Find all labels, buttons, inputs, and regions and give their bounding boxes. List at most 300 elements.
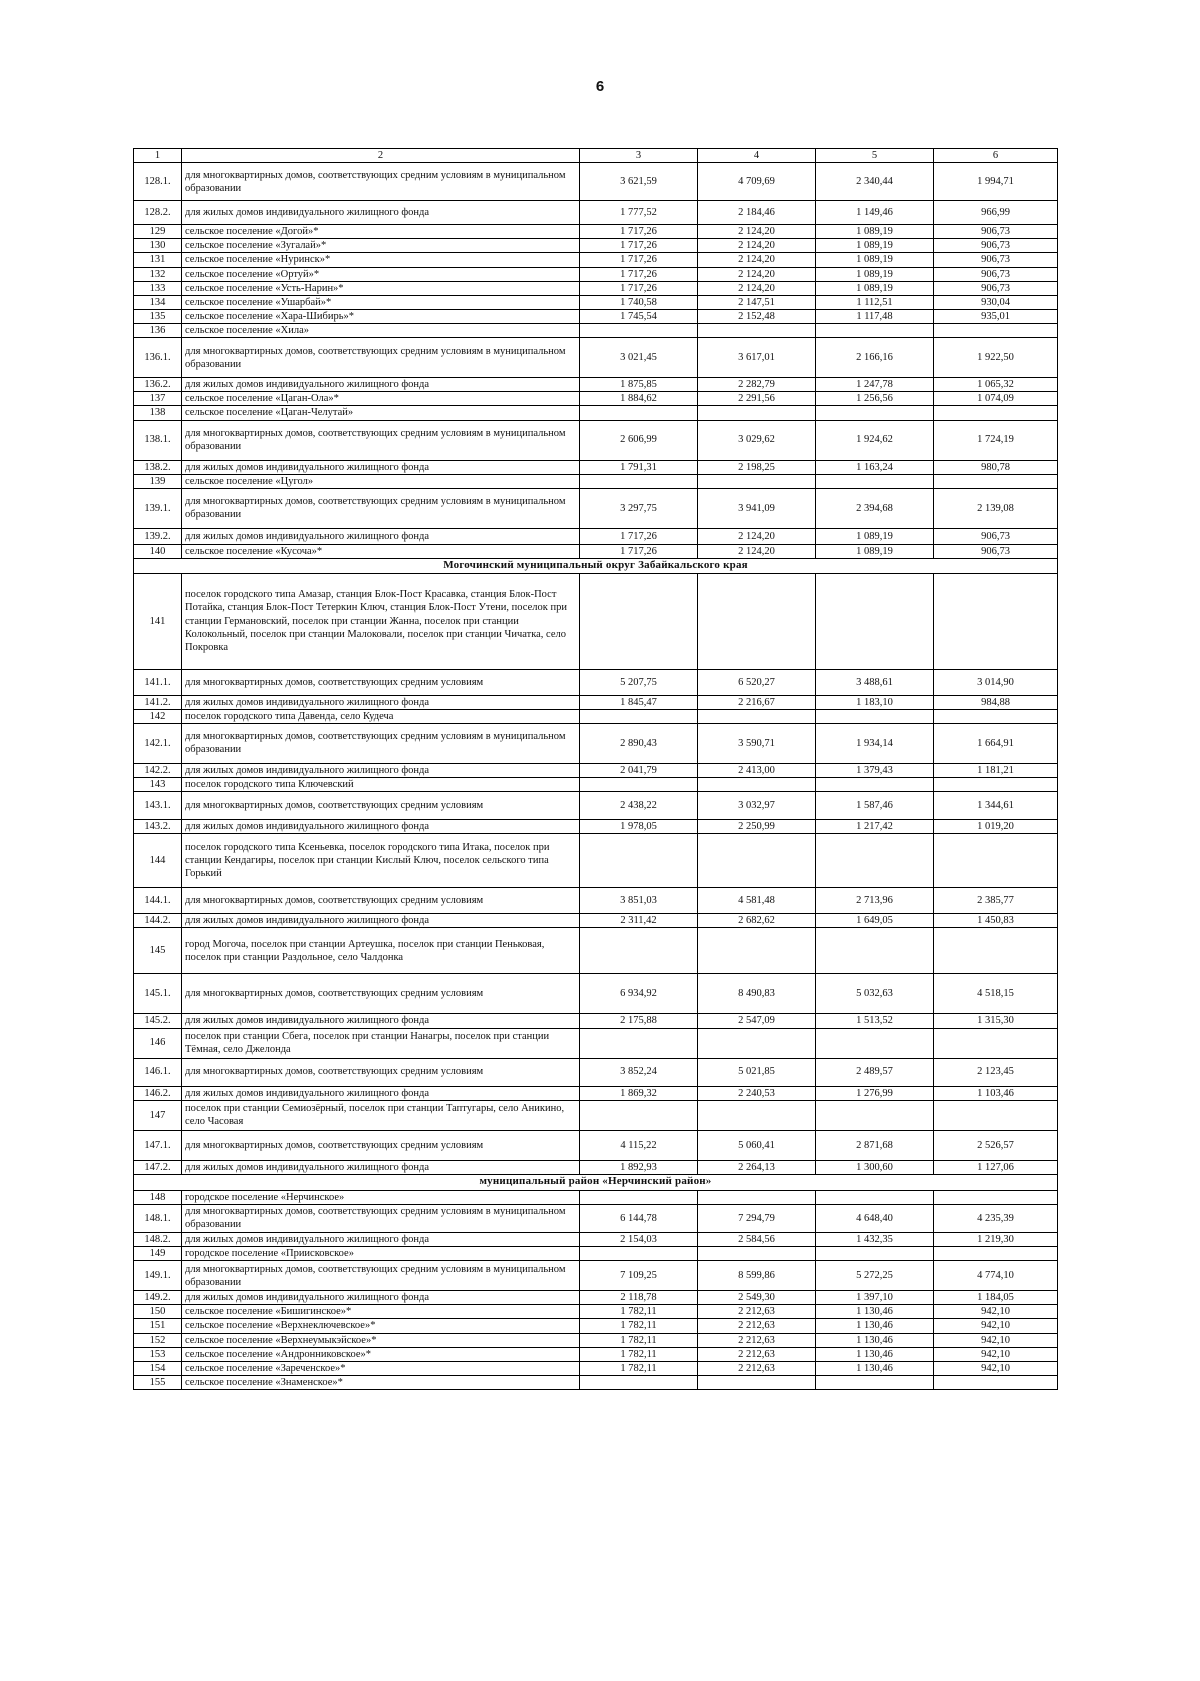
value-cell-col3: 1 845,47 — [580, 695, 698, 709]
description-cell: для жилых домов индивидуального жилищного фонда — [182, 1291, 580, 1305]
description-cell: сельское поселение «Ортуй»* — [182, 267, 580, 281]
description-cell: для многоквартирных домов, соответствующих средним условиям в муниципальном образовании — [182, 1261, 580, 1291]
value-cell-col5: 1 649,05 — [816, 914, 934, 928]
section-heading: Могочинский муниципальный округ Забайкальского края — [134, 558, 1058, 573]
value-cell-col3: 1 717,26 — [580, 281, 698, 295]
value-cell-col6: 1 315,30 — [934, 1014, 1058, 1028]
description-cell: для многоквартирных домов, соответствующих средним условиям в муниципальном образовании — [182, 488, 580, 528]
value-cell-col6 — [934, 474, 1058, 488]
description-cell: для многоквартирных домов, соответствующих средним условиям — [182, 669, 580, 695]
value-cell-col3 — [580, 778, 698, 792]
value-cell-col5: 1 149,46 — [816, 201, 934, 225]
table-row — [134, 309, 1058, 323]
table-row — [134, 281, 1058, 295]
value-cell-col4: 2 212,63 — [698, 1347, 816, 1361]
page-number: 6 — [595, 78, 605, 95]
description-cell: сельское поселение «Зугалай»* — [182, 239, 580, 253]
value-cell-col5: 1 089,19 — [816, 544, 934, 558]
value-cell-col5 — [816, 324, 934, 338]
value-cell-col5: 1 432,35 — [816, 1232, 934, 1246]
value-cell-col4: 2 240,53 — [698, 1086, 816, 1100]
value-cell-col6: 2 385,77 — [934, 888, 1058, 914]
table-row — [134, 1204, 1058, 1232]
value-cell-col5: 1 089,19 — [816, 239, 934, 253]
value-cell-col6: 942,10 — [934, 1347, 1058, 1361]
value-cell-col5: 1 130,46 — [816, 1319, 934, 1333]
value-cell-col4: 2 216,67 — [698, 695, 816, 709]
table-row — [134, 460, 1058, 474]
value-cell-col6: 906,73 — [934, 239, 1058, 253]
value-cell-col5: 1 183,10 — [816, 695, 934, 709]
value-cell-col3: 2 175,88 — [580, 1014, 698, 1028]
row-number-cell: 143.1. — [134, 792, 182, 820]
value-cell-col3: 2 118,78 — [580, 1291, 698, 1305]
value-cell-col6: 935,01 — [934, 309, 1058, 323]
value-cell-col3: 1 869,32 — [580, 1086, 698, 1100]
table-row — [134, 1291, 1058, 1305]
value-cell-col4: 2 124,20 — [698, 544, 816, 558]
value-cell-col3: 1 782,11 — [580, 1333, 698, 1347]
value-cell-col3 — [580, 573, 698, 669]
value-cell-col4: 2 124,20 — [698, 225, 816, 239]
table-row — [134, 1375, 1058, 1389]
value-cell-col5: 4 648,40 — [816, 1204, 934, 1232]
value-cell-col6: 1 103,46 — [934, 1086, 1058, 1100]
description-cell: сельское поселение «Усть-Нарин»* — [182, 281, 580, 295]
description-cell: для жилых домов индивидуального жилищного фонда — [182, 460, 580, 474]
value-cell-col3: 1 782,11 — [580, 1361, 698, 1375]
value-cell-col4: 2 212,63 — [698, 1333, 816, 1347]
value-cell-col3: 1 978,05 — [580, 820, 698, 834]
description-cell: сельское поселение «Верхнеключевское»* — [182, 1319, 580, 1333]
value-cell-col6: 980,78 — [934, 460, 1058, 474]
description-cell: для многоквартирных домов, соответствующих средним условиям — [182, 1058, 580, 1086]
table-row — [134, 1305, 1058, 1319]
description-cell: для многоквартирных домов, соответствующих средним условиям в муниципальном образовании — [182, 163, 580, 201]
value-cell-col5: 2 489,57 — [816, 1058, 934, 1086]
row-number-cell: 132 — [134, 267, 182, 281]
value-cell-col6 — [934, 573, 1058, 669]
row-number-cell: 128.2. — [134, 201, 182, 225]
value-cell-col6: 906,73 — [934, 267, 1058, 281]
value-cell-col5: 1 117,48 — [816, 309, 934, 323]
row-number-cell: 135 — [134, 309, 182, 323]
description-cell: для жилых домов индивидуального жилищного фонда — [182, 914, 580, 928]
value-cell-col4: 4 709,69 — [698, 163, 816, 201]
value-cell-col6: 906,73 — [934, 544, 1058, 558]
value-cell-col4: 2 124,20 — [698, 267, 816, 281]
value-cell-col4: 8 599,86 — [698, 1261, 816, 1291]
value-cell-col3: 4 115,22 — [580, 1130, 698, 1160]
value-cell-col3: 3 851,03 — [580, 888, 698, 914]
tariff-table — [133, 148, 1058, 1390]
value-cell-col3 — [580, 1247, 698, 1261]
table-row — [134, 573, 1058, 669]
table-row — [134, 763, 1058, 777]
value-cell-col5 — [816, 709, 934, 723]
table-row — [134, 1100, 1058, 1130]
value-cell-col5: 1 513,52 — [816, 1014, 934, 1028]
row-number-cell: 141 — [134, 573, 182, 669]
value-cell-col3 — [580, 474, 698, 488]
table-row — [134, 695, 1058, 709]
value-cell-col6 — [934, 324, 1058, 338]
value-cell-col4: 2 549,30 — [698, 1291, 816, 1305]
row-number-cell: 133 — [134, 281, 182, 295]
value-cell-col4 — [698, 406, 816, 420]
table-row — [134, 528, 1058, 544]
value-cell-col6: 906,73 — [934, 281, 1058, 295]
value-cell-col4 — [698, 1100, 816, 1130]
value-cell-col4: 3 590,71 — [698, 723, 816, 763]
value-cell-col5: 1 934,14 — [816, 723, 934, 763]
description-cell: поселок городского типа Ключевский — [182, 778, 580, 792]
value-cell-col4: 5 060,41 — [698, 1130, 816, 1160]
description-cell: сельское поселение «Андронниковское»* — [182, 1347, 580, 1361]
value-cell-col3: 1 782,11 — [580, 1319, 698, 1333]
value-cell-col5 — [816, 1375, 934, 1389]
table-row — [134, 1160, 1058, 1174]
table-row — [134, 474, 1058, 488]
row-number-cell: 153 — [134, 1347, 182, 1361]
value-cell-col6: 1 184,05 — [934, 1291, 1058, 1305]
description-cell: для жилых домов индивидуального жилищного фонда — [182, 1014, 580, 1028]
value-cell-col6: 906,73 — [934, 253, 1058, 267]
table-row — [134, 1361, 1058, 1375]
value-cell-col3 — [580, 1028, 698, 1058]
value-cell-col3: 1 875,85 — [580, 378, 698, 392]
value-cell-col6: 942,10 — [934, 1333, 1058, 1347]
table-row — [134, 338, 1058, 378]
value-cell-col5: 1 397,10 — [816, 1291, 934, 1305]
row-number-cell: 144.2. — [134, 914, 182, 928]
section-heading-row — [134, 558, 1058, 573]
value-cell-col3: 6 144,78 — [580, 1204, 698, 1232]
value-cell-col5: 1 130,46 — [816, 1305, 934, 1319]
value-cell-col6 — [934, 1190, 1058, 1204]
value-cell-col3: 1 777,52 — [580, 201, 698, 225]
value-cell-col6: 1 065,32 — [934, 378, 1058, 392]
description-cell: для жилых домов индивидуального жилищного фонда — [182, 763, 580, 777]
value-cell-col6: 1 724,19 — [934, 420, 1058, 460]
row-number-cell: 142.2. — [134, 763, 182, 777]
table-row — [134, 834, 1058, 888]
description-cell: для жилых домов индивидуального жилищного фонда — [182, 820, 580, 834]
table-row — [134, 669, 1058, 695]
description-cell: сельское поселение «Знаменское»* — [182, 1375, 580, 1389]
value-cell-col4 — [698, 778, 816, 792]
section-heading: муниципальный район «Нерчинский район» — [134, 1174, 1058, 1190]
description-cell: для многоквартирных домов, соответствующих средним условиям в муниципальном образовании — [182, 1204, 580, 1232]
value-cell-col5: 1 112,51 — [816, 295, 934, 309]
value-cell-col4: 2 124,20 — [698, 528, 816, 544]
row-number-cell: 142.1. — [134, 723, 182, 763]
description-cell: город Могоча, поселок при станции Артеушка, поселок при станции Пеньковая, поселок при станции Раздольное, село Чалдонка — [182, 928, 580, 974]
table-row — [134, 267, 1058, 281]
description-cell: сельское поселение «Бишигинское»* — [182, 1305, 580, 1319]
value-cell-col3 — [580, 1100, 698, 1130]
value-cell-col6: 2 123,45 — [934, 1058, 1058, 1086]
table-row — [134, 1247, 1058, 1261]
value-cell-col3 — [580, 324, 698, 338]
value-cell-col4: 2 250,99 — [698, 820, 816, 834]
description-cell: сельское поселение «Ушарбай»* — [182, 295, 580, 309]
description-cell: для многоквартирных домов, соответствующих средним условиям в муниципальном образовании — [182, 420, 580, 460]
row-number-cell: 152 — [134, 1333, 182, 1347]
value-cell-col6: 1 219,30 — [934, 1232, 1058, 1246]
row-number-cell: 146.1. — [134, 1058, 182, 1086]
row-number-cell: 137 — [134, 392, 182, 406]
value-cell-col6: 966,99 — [934, 201, 1058, 225]
value-cell-col4: 2 124,20 — [698, 239, 816, 253]
value-cell-col5 — [816, 834, 934, 888]
table-row — [134, 709, 1058, 723]
value-cell-col6: 4 774,10 — [934, 1261, 1058, 1291]
row-number-cell: 143 — [134, 778, 182, 792]
value-cell-col4: 2 291,56 — [698, 392, 816, 406]
table-row — [134, 1333, 1058, 1347]
row-number-cell: 136 — [134, 324, 182, 338]
row-number-cell: 149.2. — [134, 1291, 182, 1305]
description-cell: поселок городского типа Давенда, село Кудеча — [182, 709, 580, 723]
value-cell-col4 — [698, 1028, 816, 1058]
description-cell: сельское поселение «Нуринск»* — [182, 253, 580, 267]
value-cell-col4: 2 198,25 — [698, 460, 816, 474]
row-number-cell: 148.2. — [134, 1232, 182, 1246]
value-cell-col4 — [698, 928, 816, 974]
description-cell: для жилых домов индивидуального жилищного фонда — [182, 1232, 580, 1246]
table-row — [134, 324, 1058, 338]
table-row — [134, 914, 1058, 928]
value-cell-col6: 1 019,20 — [934, 820, 1058, 834]
value-cell-col3: 3 297,75 — [580, 488, 698, 528]
value-cell-col6: 1 994,71 — [934, 163, 1058, 201]
value-cell-col5 — [816, 928, 934, 974]
description-cell: городское поселение «Приисковское» — [182, 1247, 580, 1261]
description-cell: сельское поселение «Догой»* — [182, 225, 580, 239]
header-cell: 5 — [816, 149, 934, 163]
row-number-cell: 128.1. — [134, 163, 182, 201]
row-number-cell: 149 — [134, 1247, 182, 1261]
value-cell-col5: 1 089,19 — [816, 225, 934, 239]
description-cell: для жилых домов индивидуального жилищного фонда — [182, 1160, 580, 1174]
description-cell: для жилых домов индивидуального жилищного фонда — [182, 201, 580, 225]
value-cell-col3: 3 021,45 — [580, 338, 698, 378]
table-row — [134, 1190, 1058, 1204]
table-row — [134, 544, 1058, 558]
value-cell-col6: 906,73 — [934, 528, 1058, 544]
value-cell-col4: 3 941,09 — [698, 488, 816, 528]
value-cell-col3: 6 934,92 — [580, 974, 698, 1014]
row-number-cell: 154 — [134, 1361, 182, 1375]
value-cell-col3: 2 438,22 — [580, 792, 698, 820]
row-number-cell: 129 — [134, 225, 182, 239]
table-row — [134, 1028, 1058, 1058]
table-row — [134, 1086, 1058, 1100]
table-row — [134, 792, 1058, 820]
value-cell-col5: 1 163,24 — [816, 460, 934, 474]
description-cell: сельское поселение «Цугол» — [182, 474, 580, 488]
description-cell: для жилых домов индивидуального жилищного фонда — [182, 1086, 580, 1100]
table-row — [134, 392, 1058, 406]
value-cell-col5: 1 130,46 — [816, 1361, 934, 1375]
value-cell-col5: 1 256,56 — [816, 392, 934, 406]
value-cell-col3 — [580, 406, 698, 420]
table-header-row — [134, 149, 1058, 163]
value-cell-col3: 2 311,42 — [580, 914, 698, 928]
value-cell-col3: 1 740,58 — [580, 295, 698, 309]
value-cell-col5: 1 130,46 — [816, 1347, 934, 1361]
value-cell-col3: 2 041,79 — [580, 763, 698, 777]
description-cell: сельское поселение «Кусоча»* — [182, 544, 580, 558]
value-cell-col6: 1 074,09 — [934, 392, 1058, 406]
value-cell-col3: 1 782,11 — [580, 1347, 698, 1361]
row-number-cell: 148 — [134, 1190, 182, 1204]
description-cell: сельское поселение «Хара-Шибирь»* — [182, 309, 580, 323]
value-cell-col5: 1 587,46 — [816, 792, 934, 820]
value-cell-col5: 1 217,42 — [816, 820, 934, 834]
row-number-cell: 140 — [134, 544, 182, 558]
value-cell-col6 — [934, 928, 1058, 974]
value-cell-col5 — [816, 1190, 934, 1204]
value-cell-col4: 3 617,01 — [698, 338, 816, 378]
row-number-cell: 139.2. — [134, 528, 182, 544]
value-cell-col4: 2 264,13 — [698, 1160, 816, 1174]
value-cell-col4: 7 294,79 — [698, 1204, 816, 1232]
value-cell-col6: 4 518,15 — [934, 974, 1058, 1014]
value-cell-col4 — [698, 573, 816, 669]
value-cell-col6: 942,10 — [934, 1319, 1058, 1333]
value-cell-col5 — [816, 406, 934, 420]
value-cell-col5: 1 379,43 — [816, 763, 934, 777]
value-cell-col3: 1 745,54 — [580, 309, 698, 323]
value-cell-col4 — [698, 1247, 816, 1261]
table-row — [134, 488, 1058, 528]
value-cell-col3 — [580, 928, 698, 974]
description-cell: для жилых домов индивидуального жилищного фонда — [182, 695, 580, 709]
value-cell-col4: 5 021,85 — [698, 1058, 816, 1086]
value-cell-col5 — [816, 573, 934, 669]
value-cell-col4: 2 547,09 — [698, 1014, 816, 1028]
value-cell-col4: 2 184,46 — [698, 201, 816, 225]
description-cell: городское поселение «Нерчинское» — [182, 1190, 580, 1204]
value-cell-col5: 2 871,68 — [816, 1130, 934, 1160]
row-number-cell: 138.1. — [134, 420, 182, 460]
table-row — [134, 1232, 1058, 1246]
value-cell-col5: 3 488,61 — [816, 669, 934, 695]
value-cell-col5 — [816, 778, 934, 792]
section-heading-row — [134, 1174, 1058, 1190]
description-cell: для многоквартирных домов, соответствующих средним условиям в муниципальном образовании — [182, 338, 580, 378]
value-cell-col5: 5 032,63 — [816, 974, 934, 1014]
row-number-cell: 148.1. — [134, 1204, 182, 1232]
row-number-cell: 139.1. — [134, 488, 182, 528]
value-cell-col5: 5 272,25 — [816, 1261, 934, 1291]
table-row — [134, 1014, 1058, 1028]
header-cell: 1 — [134, 149, 182, 163]
value-cell-col5: 2 166,16 — [816, 338, 934, 378]
row-number-cell: 139 — [134, 474, 182, 488]
value-cell-col3: 1 884,62 — [580, 392, 698, 406]
table-row — [134, 163, 1058, 201]
value-cell-col6: 906,73 — [934, 225, 1058, 239]
value-cell-col3: 5 207,75 — [580, 669, 698, 695]
row-number-cell: 138.2. — [134, 460, 182, 474]
description-cell: поселок при станции Семиозёрный, поселок при станции Таптугары, село Аникино, село Часовая — [182, 1100, 580, 1130]
value-cell-col5 — [816, 1100, 934, 1130]
value-cell-col3: 2 606,99 — [580, 420, 698, 460]
value-cell-col6: 4 235,39 — [934, 1204, 1058, 1232]
value-cell-col3: 1 717,26 — [580, 225, 698, 239]
table-row — [134, 778, 1058, 792]
value-cell-col4 — [698, 834, 816, 888]
value-cell-col4: 3 032,97 — [698, 792, 816, 820]
description-cell: поселок городского типа Амазар, станция Блок-Пост Красавка, станция Блок-Пост Потайка, станция Блок-Пост Тетеркин Ключ, станция Блок-Пост Утени, поселок при станции Германовский, поселок при станции Жанна, поселок при станции Колокольный, поселок при станции Малоковали, поселок при станции Чичатка, село Покровка — [182, 573, 580, 669]
value-cell-col5: 2 394,68 — [816, 488, 934, 528]
row-number-cell: 138 — [134, 406, 182, 420]
value-cell-col5: 2 713,96 — [816, 888, 934, 914]
table-row — [134, 723, 1058, 763]
value-cell-col6: 942,10 — [934, 1305, 1058, 1319]
value-cell-col4: 4 581,48 — [698, 888, 816, 914]
value-cell-col6: 1 127,06 — [934, 1160, 1058, 1174]
value-cell-col3: 1 717,26 — [580, 544, 698, 558]
value-cell-col3: 1 791,31 — [580, 460, 698, 474]
value-cell-col4: 3 029,62 — [698, 420, 816, 460]
value-cell-col3: 1 717,26 — [580, 528, 698, 544]
value-cell-col6: 1 922,50 — [934, 338, 1058, 378]
value-cell-col4: 2 124,20 — [698, 253, 816, 267]
row-number-cell: 144.1. — [134, 888, 182, 914]
value-cell-col4 — [698, 474, 816, 488]
table-row — [134, 201, 1058, 225]
value-cell-col5: 2 340,44 — [816, 163, 934, 201]
value-cell-col3: 1 717,26 — [580, 253, 698, 267]
value-cell-col5: 1 924,62 — [816, 420, 934, 460]
value-cell-col4: 8 490,83 — [698, 974, 816, 1014]
row-number-cell: 146.2. — [134, 1086, 182, 1100]
row-number-cell: 143.2. — [134, 820, 182, 834]
value-cell-col6: 1 181,21 — [934, 763, 1058, 777]
table-row — [134, 820, 1058, 834]
value-cell-col3: 1 717,26 — [580, 239, 698, 253]
value-cell-col6: 3 014,90 — [934, 669, 1058, 695]
value-cell-col5: 1 130,46 — [816, 1333, 934, 1347]
row-number-cell: 149.1. — [134, 1261, 182, 1291]
value-cell-col4: 2 147,51 — [698, 295, 816, 309]
row-number-cell: 150 — [134, 1305, 182, 1319]
value-cell-col6: 1 450,83 — [934, 914, 1058, 928]
table-row — [134, 1130, 1058, 1160]
table-row — [134, 239, 1058, 253]
value-cell-col5: 1 089,19 — [816, 267, 934, 281]
description-cell: для многоквартирных домов, соответствующих средним условиям — [182, 1130, 580, 1160]
header-cell: 3 — [580, 149, 698, 163]
table-row — [134, 1319, 1058, 1333]
value-cell-col5: 1 300,60 — [816, 1160, 934, 1174]
row-number-cell: 131 — [134, 253, 182, 267]
table-row — [134, 1347, 1058, 1361]
value-cell-col3: 1 892,93 — [580, 1160, 698, 1174]
description-cell: для многоквартирных домов, соответствующих средним условиям — [182, 792, 580, 820]
row-number-cell: 145 — [134, 928, 182, 974]
value-cell-col4 — [698, 1190, 816, 1204]
value-cell-col4: 2 152,48 — [698, 309, 816, 323]
value-cell-col6: 1 344,61 — [934, 792, 1058, 820]
value-cell-col6 — [934, 1028, 1058, 1058]
table-row — [134, 888, 1058, 914]
value-cell-col5: 1 089,19 — [816, 281, 934, 295]
